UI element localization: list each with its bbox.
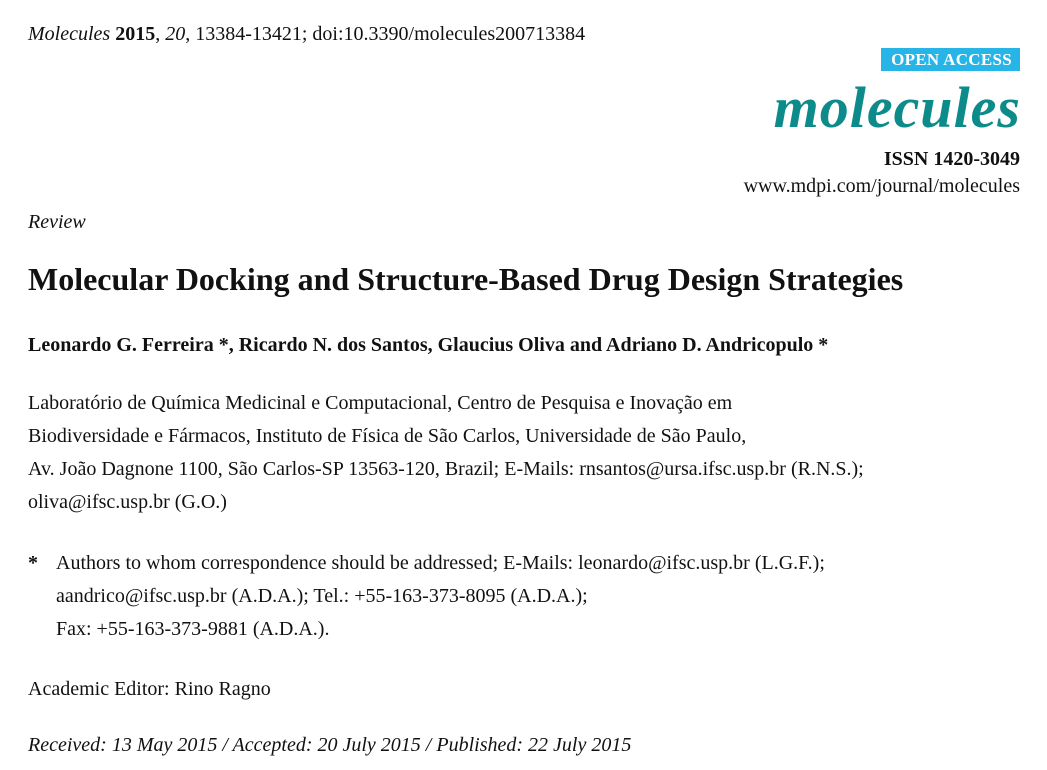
- affiliation-block: [28, 387, 1028, 519]
- citation-volume: 20: [165, 23, 186, 45]
- publication-dates: Received: 13 May 2015 / Accepted: 20 July 2015 / Published: 22 July 2015: [28, 734, 632, 756]
- journal-url[interactable]: www.mdpi.com/journal/molecules: [743, 175, 1020, 197]
- correspondence-line: aandrico@ifsc.usp.br (A.D.A.); Tel.: +55-163-373-8095 (A.D.A.);: [56, 585, 588, 607]
- affiliation-line: Av. João Dagnone 1100, São Carlos-SP 13563-120, Brazil; E-Mails: rnsantos@ursa.ifsc.usp.br (R.N.S.);: [28, 458, 864, 480]
- correspondence-marker: *: [28, 552, 38, 574]
- article-title: Molecular Docking and Structure-Based Drug Design Strategies: [28, 261, 904, 297]
- affiliation-line: oliva@ifsc.usp.br (G.O.): [28, 491, 227, 513]
- author-list: Leonardo G. Ferreira *, Ricardo N. dos Santos, Glaucius Oliva and Adriano D. Andricopulo *: [28, 334, 829, 356]
- citation-line: [28, 20, 585, 48]
- academic-editor: Academic Editor: Rino Ragno: [28, 678, 271, 700]
- affiliation-line: Laboratório de Química Medicinal e Computacional, Centro de Pesquisa e Inovação em: [28, 392, 733, 414]
- citation-pages-doi: , 13384-13421; doi:10.3390/molecules200713384: [185, 23, 586, 45]
- correspondence-line: Authors to whom correspondence should be addressed; E-Mails: leonardo@ifsc.usp.br (L.G.F.);: [56, 552, 825, 574]
- article-type: Review: [28, 211, 86, 233]
- citation-journal: Molecules: [28, 23, 111, 45]
- citation-year: 2015: [115, 23, 156, 45]
- citation-separator: ,: [155, 23, 166, 45]
- affiliation-line: Biodiversidade e Fármacos, Instituto de Física de São Carlos, Universidade de São Paulo,: [28, 425, 747, 447]
- open-access-badge: OPEN ACCESS: [881, 48, 1020, 71]
- journal-logo: molecules: [773, 75, 1021, 140]
- correspondence-line: Fax: +55-163-373-9881 (A.D.A.).: [56, 618, 330, 640]
- issn: ISSN 1420-3049: [883, 148, 1020, 170]
